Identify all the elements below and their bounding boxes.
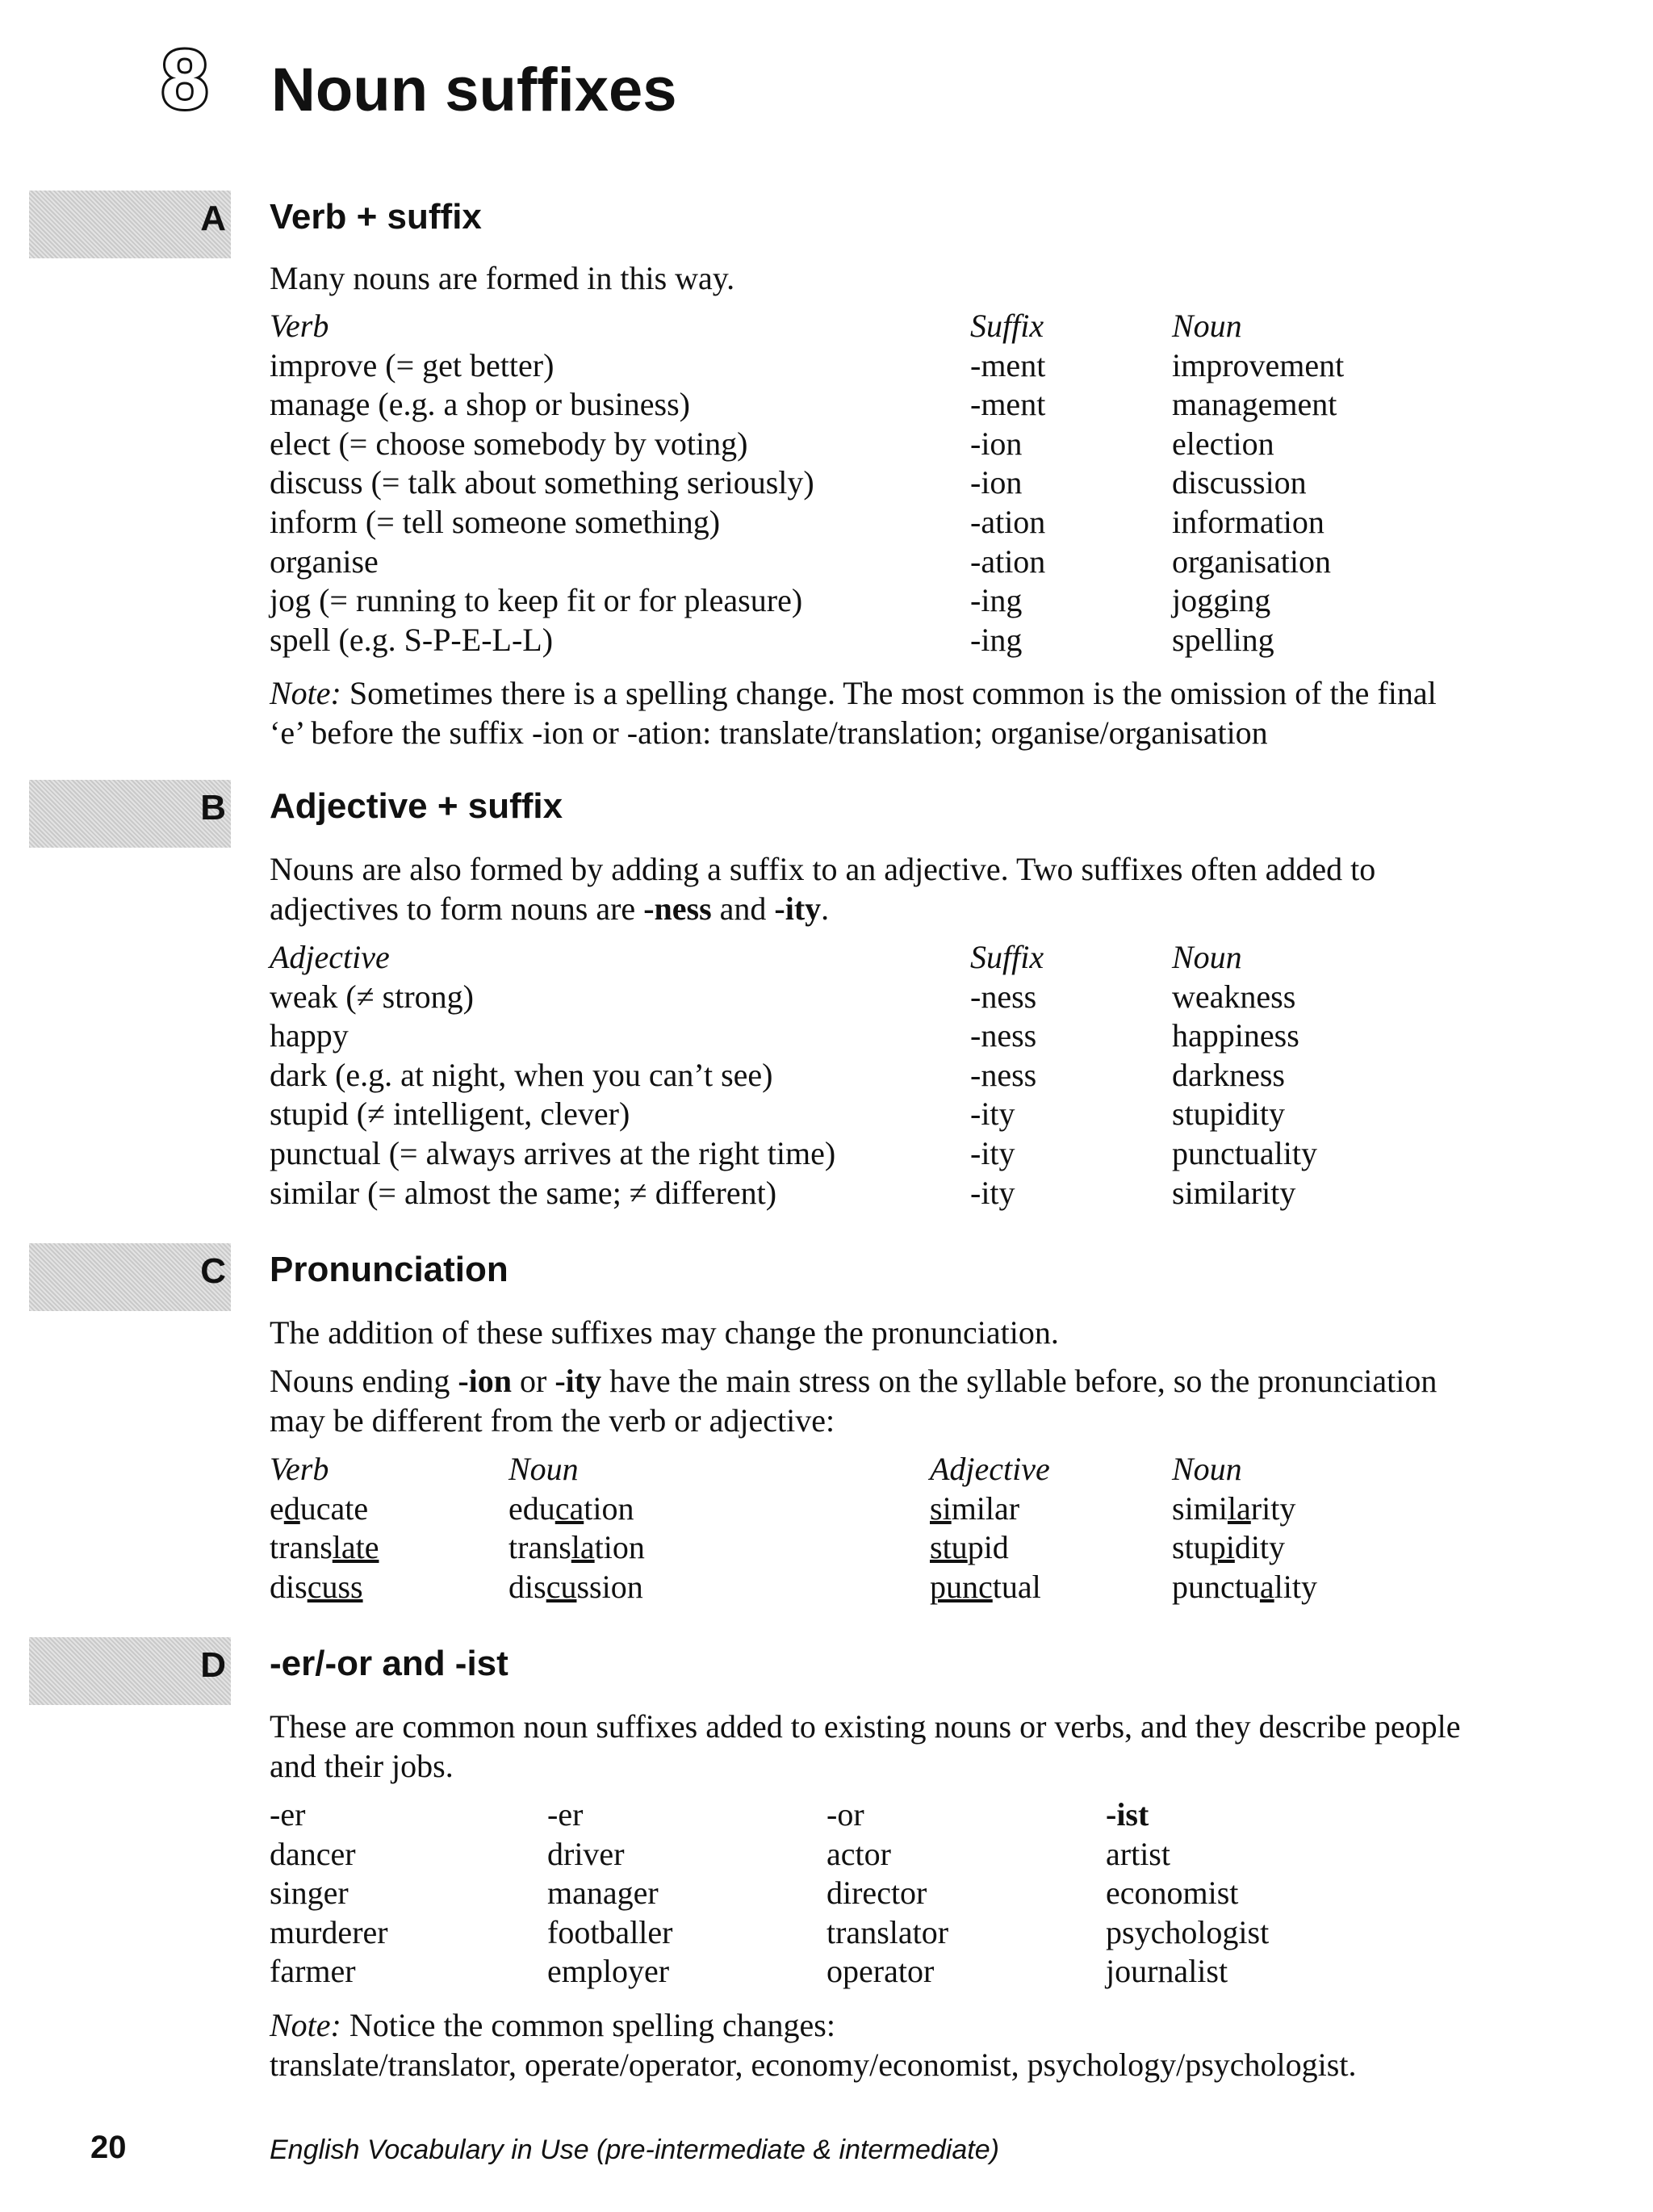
word-part: ssion	[576, 1568, 643, 1605]
suffix-ion: -ion	[458, 1363, 513, 1399]
section-b-title: Adjective + suffix	[270, 786, 563, 826]
column-header: Verb	[270, 1451, 329, 1487]
job-noun: dancer	[270, 1835, 356, 1872]
word-part: dity	[1234, 1529, 1286, 1566]
base-word: similar (= almost the same; ≠ different)	[270, 1174, 777, 1211]
stressed-syllable: d	[283, 1489, 300, 1527]
noun: punctuality	[1172, 1134, 1317, 1171]
word-part: tual	[992, 1568, 1041, 1605]
suffix: -ment	[970, 386, 1046, 423]
noun: organisation	[1172, 543, 1332, 580]
base-word: improve (= get better)	[270, 346, 554, 383]
stressed-syllable: la	[1227, 1489, 1251, 1527]
section-c-intro: The addition of these suffixes may change the pronunciation.	[270, 1314, 1059, 1351]
noun-from-adjective	[1172, 1568, 1317, 1607]
noun: similarity	[1172, 1174, 1296, 1211]
section-a-note	[270, 673, 1437, 713]
noun: election	[1172, 425, 1274, 462]
stressed-syllable: cu	[546, 1568, 577, 1605]
noun	[508, 1528, 645, 1568]
column-header: Noun	[1172, 939, 1242, 975]
section-d-note-line2: translate/translator, operate/operator, economy/economist, psychology/psychologist.	[270, 2047, 1357, 2083]
job-noun: psychologist	[1106, 1913, 1270, 1950]
suffix: -ity	[970, 1096, 1015, 1133]
section-b-tab	[29, 780, 231, 848]
section-c-paragraph-line2: may be different from the verb or adjective:	[270, 1402, 835, 1439]
word-part: stu	[1172, 1529, 1210, 1566]
suffix: -ness	[970, 1056, 1037, 1093]
job-noun: farmer	[270, 1953, 356, 1990]
column-header: -ist	[1106, 1796, 1149, 1833]
section-b-intro: Nouns are also formed by adding a suffix to an adjective. Two suffixes often added to	[270, 851, 1376, 887]
column-header: -er	[547, 1796, 584, 1833]
word-part: dis	[508, 1568, 546, 1605]
job-noun: employer	[547, 1953, 670, 1990]
base-word: jog (= running to keep fit or for pleasure)	[270, 582, 803, 619]
suffix-ity: -ity	[774, 890, 822, 927]
job-noun: actor	[826, 1835, 891, 1872]
noun-from-adjective	[1172, 1528, 1285, 1568]
base-word: organise	[270, 543, 379, 580]
suffix: -ing	[970, 582, 1023, 619]
noun: management	[1172, 386, 1337, 423]
base-word: inform (= tell someone something)	[270, 503, 721, 540]
section-d-intro: These are common noun suffixes added to existing nouns or verbs, and they describe people	[270, 1708, 1461, 1745]
adjective	[930, 1528, 1009, 1568]
noun: darkness	[1172, 1056, 1285, 1093]
stressed-syllable: punc	[930, 1568, 993, 1605]
suffix: -ion	[970, 464, 1023, 501]
base-word: spell (e.g. S-P-E-L-L)	[270, 621, 554, 658]
suffix: -ity	[970, 1134, 1015, 1171]
column-header: Suffix	[970, 308, 1044, 344]
stressed-syllable: ca	[554, 1489, 584, 1527]
suffix-ness: -ness	[643, 890, 712, 927]
section-a-tab	[29, 191, 231, 258]
word-part: dis	[270, 1568, 308, 1605]
suffix: -ness	[970, 1017, 1037, 1054]
section-d-tab	[29, 1637, 231, 1705]
base-word: manage (e.g. a shop or business)	[270, 386, 690, 423]
word-part: milar	[951, 1489, 1020, 1527]
job-noun: journalist	[1106, 1953, 1228, 1990]
word-part: simi	[1172, 1489, 1228, 1527]
note-label: Note:	[270, 2007, 341, 2043]
section-b-intro-line2	[270, 889, 829, 928]
noun: spelling	[1172, 621, 1274, 658]
column-header: -er	[270, 1796, 306, 1833]
text: and	[711, 890, 775, 927]
suffix-ity: -ity	[554, 1363, 602, 1399]
note-label: Note:	[270, 675, 341, 711]
column-header: -or	[826, 1796, 864, 1833]
stressed-syllable: stu	[930, 1529, 968, 1566]
section-d-intro-line2: and their jobs.	[270, 1748, 454, 1784]
word-part: rity	[1250, 1489, 1296, 1527]
noun	[508, 1568, 643, 1607]
column-header: Noun	[1172, 308, 1242, 344]
footer-book-title: English Vocabulary in Use (pre-intermediate & intermediate)	[270, 2134, 999, 2165]
word-part: trans	[270, 1529, 333, 1566]
word-part: tion	[594, 1529, 645, 1566]
section-letter: B	[200, 788, 226, 827]
stressed-syllable: pi	[1209, 1529, 1235, 1566]
section-a-intro: Many nouns are formed in this way.	[270, 260, 735, 296]
column-header: Noun	[1172, 1451, 1242, 1487]
base-word: punctual (= always arrives at the right time)	[270, 1134, 836, 1171]
suffix: -ity	[970, 1174, 1015, 1211]
verb	[270, 1568, 363, 1607]
note-text: Sometimes there is a spelling change. The most common is the omission of the final	[341, 675, 1437, 711]
noun	[508, 1489, 634, 1529]
suffix: -ation	[970, 503, 1046, 540]
noun: jogging	[1172, 582, 1271, 619]
suffix: -ing	[970, 621, 1023, 658]
section-d-title: -er/-or and -ist	[270, 1644, 508, 1683]
job-noun: footballer	[547, 1913, 673, 1950]
text: Nouns ending	[270, 1363, 458, 1399]
stressed-syllable: cuss	[307, 1568, 363, 1605]
suffix: -ion	[970, 425, 1023, 462]
section-letter: D	[200, 1645, 226, 1685]
word-part: punctu	[1172, 1568, 1260, 1605]
section-c-title: Pronunciation	[270, 1250, 508, 1289]
column-header: Adjective	[270, 939, 390, 975]
noun: stupidity	[1172, 1096, 1286, 1133]
column-header: Suffix	[970, 939, 1044, 975]
word-part: e	[270, 1489, 284, 1527]
section-d-note	[270, 2005, 835, 2045]
job-noun: murderer	[270, 1913, 388, 1950]
suffix: -ment	[970, 346, 1046, 383]
job-noun: translator	[826, 1913, 949, 1950]
text: or	[512, 1363, 555, 1399]
column-header: Adjective	[930, 1451, 1050, 1487]
suffix: -ation	[970, 543, 1046, 580]
text: .	[821, 890, 830, 927]
verb	[270, 1489, 368, 1529]
job-noun: director	[826, 1875, 927, 1912]
word-part: edu	[508, 1489, 555, 1527]
stressed-syllable: si	[930, 1489, 952, 1527]
job-noun: singer	[270, 1875, 349, 1912]
noun: weakness	[1172, 978, 1296, 1015]
base-word: weak (≠ strong)	[270, 978, 474, 1015]
stressed-syllable: la	[571, 1529, 595, 1566]
word-part: pid	[967, 1529, 1009, 1566]
word-part: trans	[508, 1529, 571, 1566]
noun-from-adjective	[1172, 1489, 1295, 1529]
job-noun: operator	[826, 1953, 935, 1990]
section-letter: C	[200, 1251, 226, 1291]
noun: happiness	[1172, 1017, 1299, 1054]
stressed-syllable: a	[1259, 1568, 1274, 1605]
word-part: ucate	[299, 1489, 369, 1527]
adjective	[930, 1568, 1041, 1607]
page-number: 20	[90, 2130, 127, 2165]
note-text: Notice the common spelling changes:	[341, 2007, 835, 2043]
section-c-tab	[29, 1243, 231, 1311]
job-noun: economist	[1106, 1875, 1239, 1912]
job-noun: artist	[1106, 1835, 1170, 1872]
base-word: stupid (≠ intelligent, clever)	[270, 1096, 630, 1133]
base-word: happy	[270, 1017, 349, 1054]
noun: discussion	[1172, 464, 1307, 501]
section-c-paragraph	[270, 1361, 1437, 1401]
suffix: -ness	[970, 978, 1037, 1015]
word-part: tion	[584, 1489, 634, 1527]
base-word: elect (= choose somebody by voting)	[270, 425, 748, 462]
base-word: discuss (= talk about something seriously)	[270, 464, 814, 501]
word-part: lity	[1274, 1568, 1317, 1605]
column-header: Verb	[270, 308, 329, 344]
section-letter: A	[200, 199, 226, 238]
adjective	[930, 1489, 1019, 1529]
unit-number: 8	[161, 33, 208, 127]
text: have the main stress on the syllable before, so the pronunciation	[601, 1363, 1437, 1399]
stressed-syllable: late	[332, 1529, 379, 1566]
job-noun: driver	[547, 1835, 625, 1872]
base-word: dark (e.g. at night, when you can’t see)	[270, 1056, 773, 1093]
page-title: Noun suffixes	[271, 56, 677, 124]
section-a-title: Verb + suffix	[270, 197, 482, 237]
section-a-note-line2: ‘e’ before the suffix -ion or -ation: translate/translation; organise/organisation	[270, 714, 1268, 751]
verb	[270, 1528, 379, 1568]
job-noun: manager	[547, 1875, 659, 1912]
noun: information	[1172, 503, 1324, 540]
column-header: Noun	[508, 1451, 579, 1487]
text: adjectives to form nouns are	[270, 890, 644, 927]
noun: improvement	[1172, 346, 1345, 383]
